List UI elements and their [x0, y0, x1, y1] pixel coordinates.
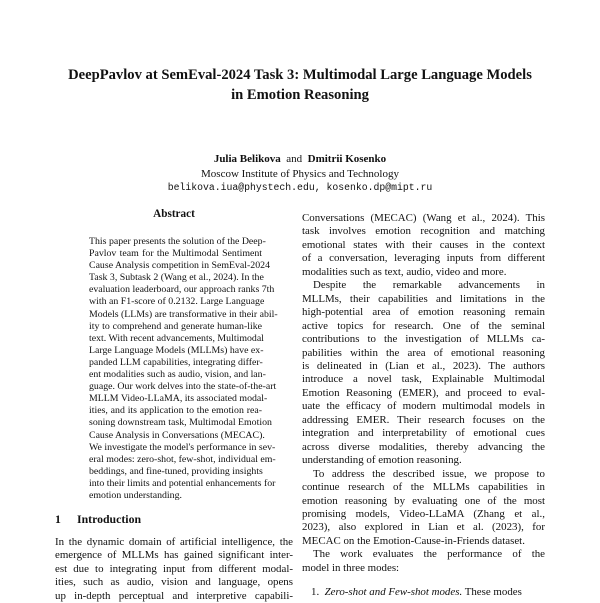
text-line: MLLM Video-LLaMA, its associated modal- — [89, 393, 268, 405]
author-block — [0, 152, 600, 196]
text-line: uate the efficacy of modern multimodal models in — [302, 400, 545, 413]
author-emails: belikova.iua@phystech.edu, kosenko.dp@mipt.ru — [167, 182, 433, 193]
text-line: ities, such as audio, vision and language, opens — [55, 576, 293, 589]
list-item-term: Zero-shot and Few-shot modes. — [324, 586, 463, 598]
text-line: est due to integrating input from different modal- — [55, 562, 293, 575]
text-line: ent modalities such as audio, vision, and lan- — [89, 369, 266, 381]
text-line: active topics for research. One of the seminal — [302, 319, 545, 332]
text-line: Cause Analysis in Conversations (MECAC). — [89, 429, 265, 441]
text-line: contributions to the investigation of MLLMs ca- — [302, 333, 545, 346]
text-line: eral modes: zero-shot, few-shot, individual em- — [89, 453, 276, 465]
text-line: beddings, and fine-tuned, providing insights — [89, 465, 263, 477]
text-line: continue research of the MLLMs capabilities in — [302, 481, 545, 494]
text-line: Models (LLMs) are transformative in their abil- — [89, 308, 278, 320]
paper-title — [40, 65, 560, 105]
abstract-heading: Abstract — [153, 208, 195, 220]
text-line: ity to comprehend and generate human-like — [89, 320, 262, 332]
list-item-text: These modes — [464, 586, 522, 598]
text-line: MLLMs, their capabilities and limitations in the — [302, 292, 545, 305]
text-line: task involves emotion recognition and matching — [302, 225, 545, 238]
text-line: into their limits and potential enhancements for — [89, 477, 276, 489]
list-item-number: 1. — [311, 586, 320, 598]
abstract-text — [89, 236, 278, 502]
text-line: pabilities within the area of emotional reasoning — [302, 346, 545, 359]
text-line: ities, and its application to the emotion rea- — [89, 405, 262, 417]
text-line: 2023), also explored in Lian et al. (2023), for — [302, 521, 545, 534]
text-line: In the dynamic domain of artificial intelligence, the — [55, 536, 293, 548]
text-line: This paper presents the solution of the Deep- — [89, 236, 266, 247]
text-line: addressing EMER. Their research focuses on the — [302, 413, 545, 426]
text-line: emergence of MLLMs has gained significant inter- — [55, 549, 293, 562]
author-conjunction: and — [286, 153, 303, 165]
text-line: emotion reasoning by evaluating one of the most — [302, 494, 545, 507]
text-line: introduce a novel task, Explainable Multimodal — [302, 373, 545, 386]
introduction-left-column — [55, 536, 293, 603]
text-line: integration and interpretability of emotional cues — [302, 427, 545, 440]
text-line: The work evaluates the performance of the — [313, 548, 545, 561]
text-line: is delineated in (Lian et al., 2023). The authors — [302, 359, 545, 372]
text-line: promising models, Video-LLaMA (Zhang et al., — [302, 507, 545, 520]
text-line: To address the described issue, we propose to — [313, 467, 545, 480]
text-line: MECAC on the Emotion-Cause-in-Friends dataset. — [302, 534, 525, 547]
title-line-1: DeepPavlov at SemEval-2024 Task 3: Multimodal Large Language Models — [68, 67, 532, 83]
text-line: Conversations (MECAC) (Wang et al., 2024). This — [302, 212, 545, 224]
list-item — [311, 586, 545, 599]
section-number: 1 — [55, 512, 61, 526]
text-line: evaluation leaderboard, our approach ranks 7th — [89, 284, 275, 296]
text-line: understanding of emotion reasoning. — [302, 454, 462, 467]
text-line: Emotion Reasoning (EMER), and proceed to eval- — [302, 386, 545, 399]
text-line: panded LLM capabilities, integrating differ- — [89, 356, 263, 368]
introduction-right-column — [302, 212, 545, 575]
affiliation: Moscow Institute of Physics and Technology — [201, 167, 399, 180]
text-line: high-potential area of emotion reasoning remain — [302, 306, 545, 319]
text-line: up in-depth perceptual and interpretive capabili- — [55, 589, 293, 602]
title-line-2: in Emotion Reasoning — [231, 87, 369, 103]
text-line: Pavlov team for the Multimodal Sentiment — [89, 248, 262, 260]
text-line: model in three modes: — [302, 561, 400, 574]
text-line: with an F1-score of 0.2132. Large Language — [89, 296, 265, 308]
text-line: guage. Our work delves into the state-of-the-art — [89, 381, 277, 393]
modes-list — [311, 586, 545, 599]
author-name: Julia Belikova — [213, 153, 281, 165]
text-line: emotional states with their causes in the context — [302, 238, 545, 251]
section-title: Introduction — [77, 512, 142, 526]
section-heading-introduction — [55, 512, 141, 527]
text-line: We investigate the model's performance in sev- — [89, 441, 276, 453]
text-line: Cause Analysis competition in SemEval-2024 — [89, 260, 270, 272]
text-line: Large Language Models (MLLMs) have ex- — [89, 344, 264, 356]
text-line: soning downstream task, Multimodal Emotion — [89, 417, 272, 429]
text-line: Despite the remarkable advancements in — [313, 279, 545, 292]
author-name: Dmitrii Kosenko — [307, 153, 387, 165]
text-line: modalities such as text, audio, video and more. — [302, 265, 507, 278]
text-line: emotion understanding. — [89, 489, 182, 501]
text-line: of a conversation, leveraging inputs from different — [302, 252, 545, 265]
text-line: across diverse modalities, thereby advancing the — [302, 440, 545, 453]
text-line: text. With recent advancements, Multimodal — [89, 332, 264, 344]
text-line: Task 3, Subtask 2 (Wang et al., 2024). In the — [89, 272, 264, 284]
